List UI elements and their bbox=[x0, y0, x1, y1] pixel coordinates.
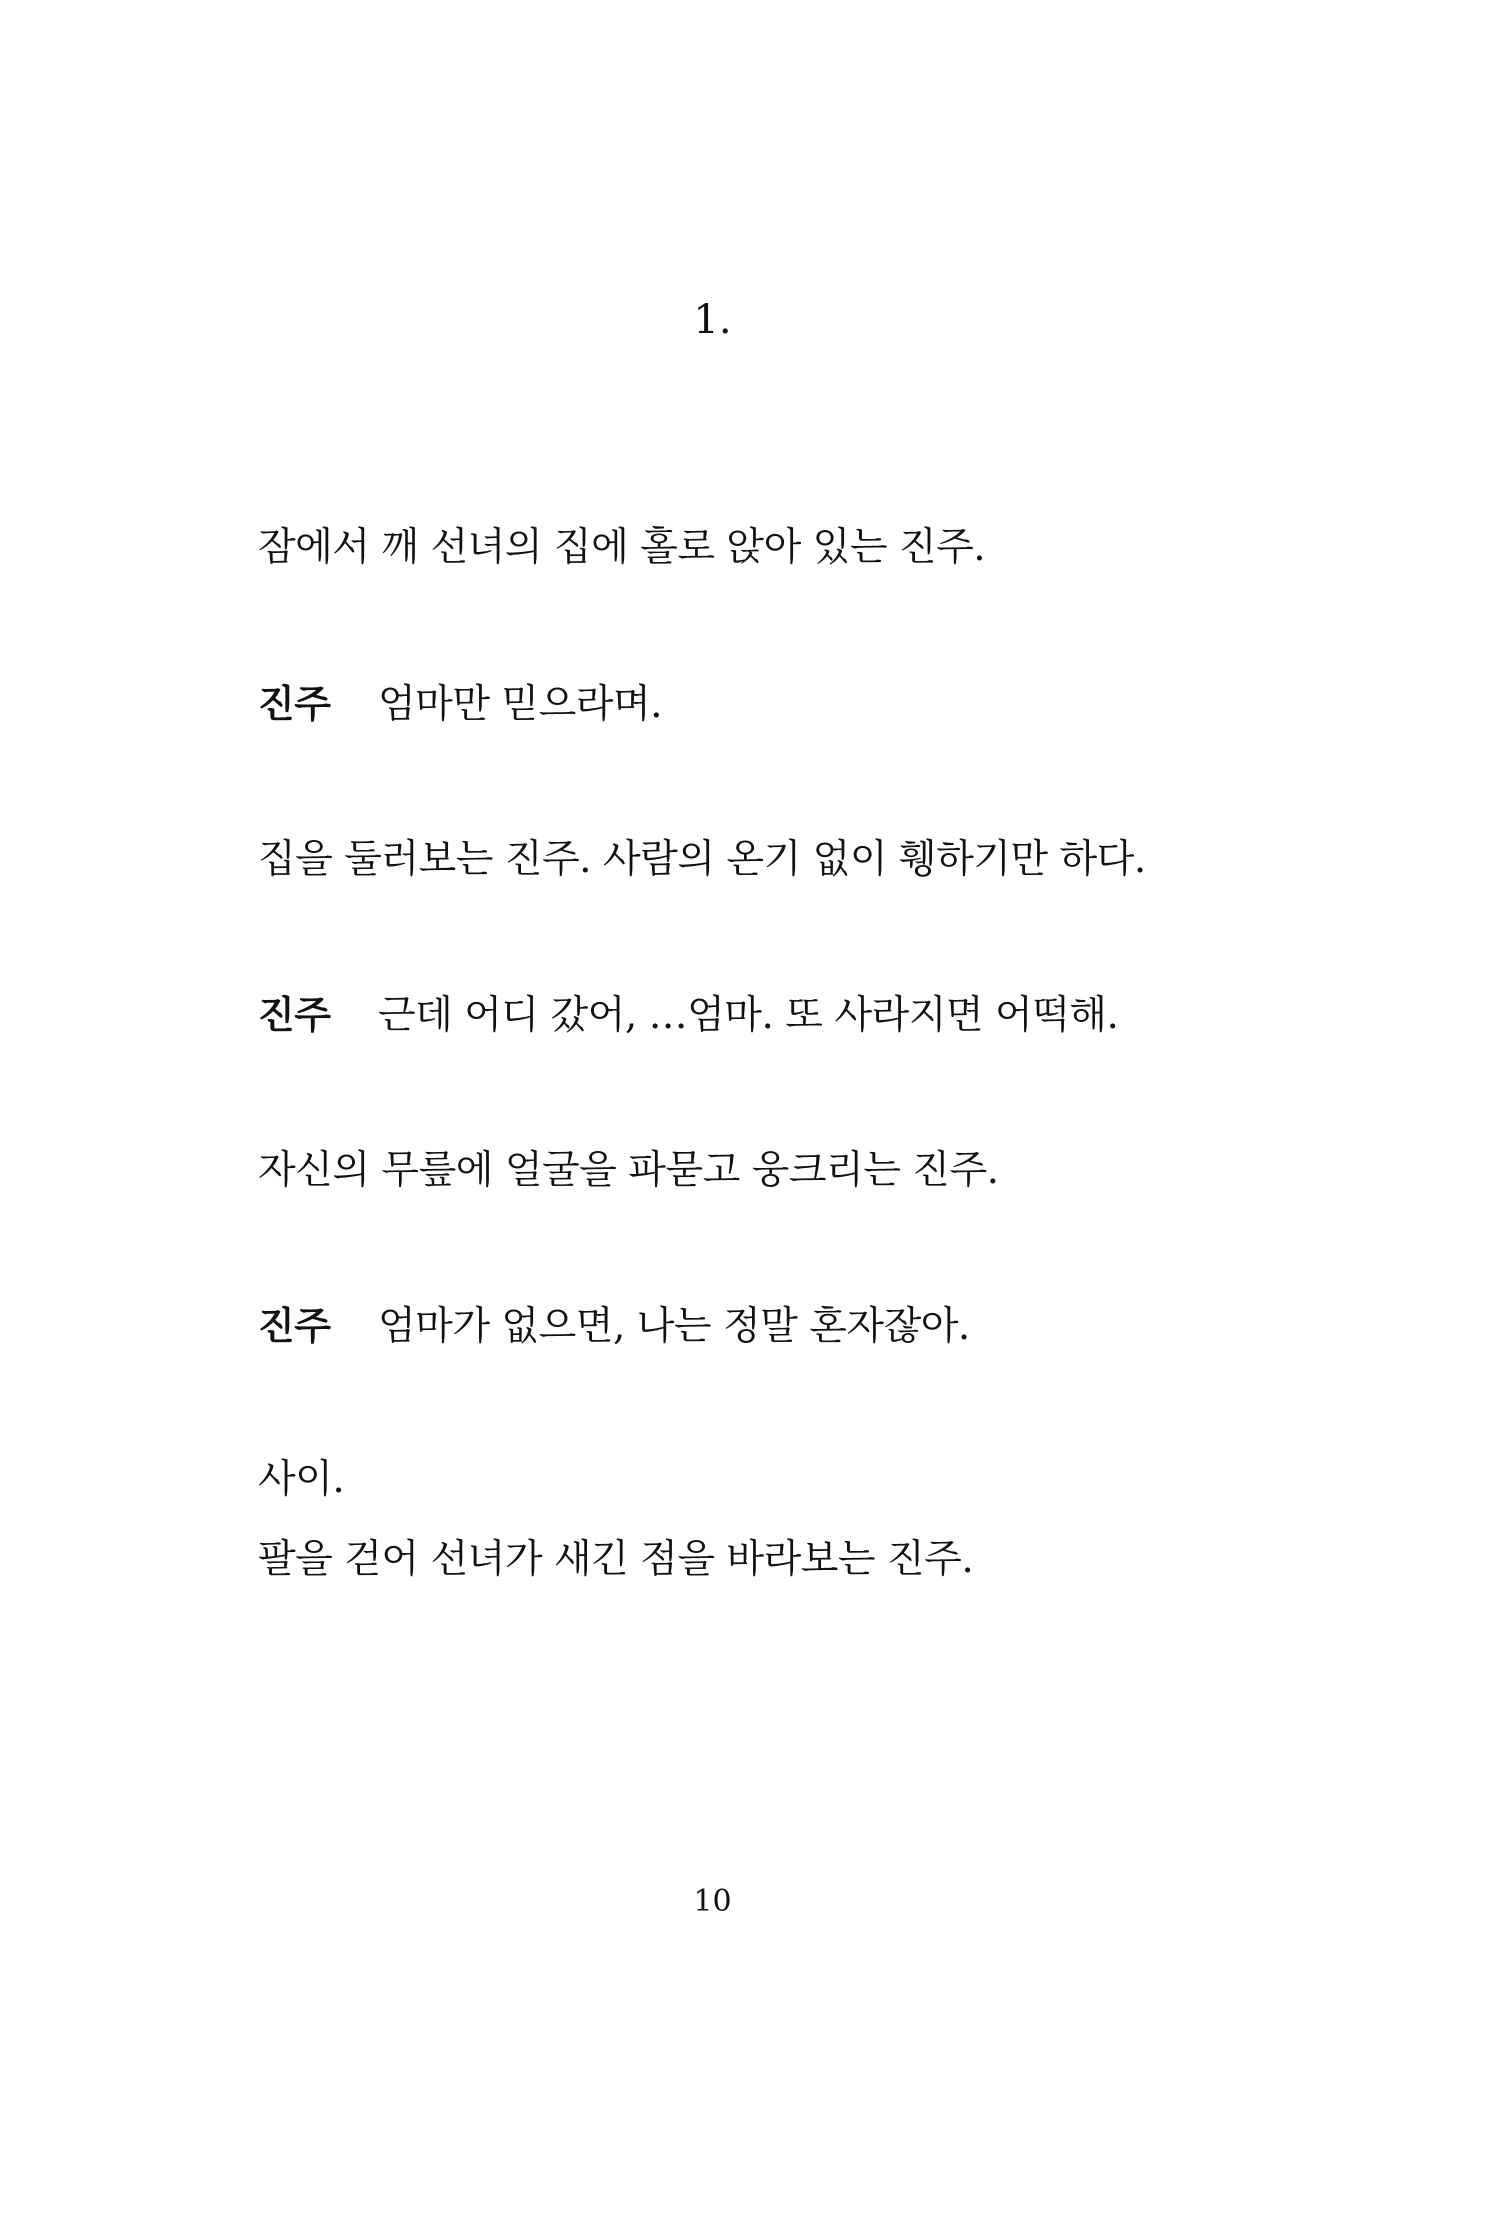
dialogue-line bbox=[258, 1298, 970, 1355]
page-number: 10 bbox=[693, 1884, 732, 1919]
dialogue-text: 엄마만 믿으라며. bbox=[378, 682, 663, 727]
speaker-name: 진주 bbox=[258, 993, 331, 1037]
speaker-name: 진주 bbox=[258, 1304, 331, 1348]
dialogue-text: 근데 어디 갔어, …엄마. 또 사라지면 어떡해. bbox=[378, 993, 1119, 1038]
action-line: 팔을 걷어 선녀가 새긴 점을 바라보는 진주. bbox=[258, 1537, 974, 1582]
dialogue-line bbox=[258, 987, 1118, 1044]
dialogue-text: 엄마가 없으면, 나는 정말 혼자잖아. bbox=[378, 1304, 970, 1349]
speaker-name: 진주 bbox=[258, 682, 331, 726]
action-line: 집을 둘러보는 진주. 사람의 온기 없이 휑하기만 하다. bbox=[258, 837, 1146, 882]
dialogue-line bbox=[258, 676, 662, 733]
scene-number: 1. bbox=[693, 297, 732, 343]
action-line: 잠에서 깨 선녀의 집에 홀로 앉아 있는 진주. bbox=[258, 525, 986, 570]
action-line: 사이. bbox=[258, 1457, 345, 1502]
action-line: 자신의 무릎에 얼굴을 파묻고 웅크리는 진주. bbox=[258, 1148, 999, 1193]
